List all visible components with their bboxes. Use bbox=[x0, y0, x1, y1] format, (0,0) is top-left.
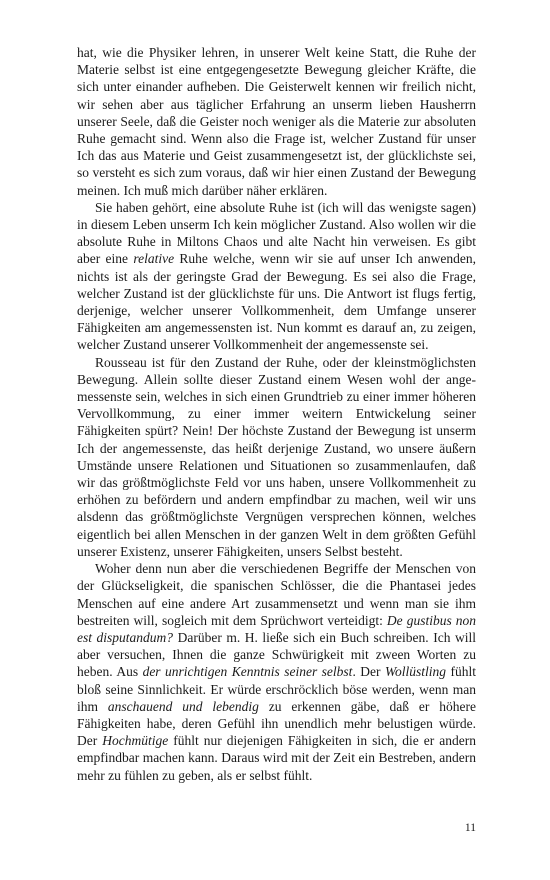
text-segment: Woher denn nun aber die verschiedenen Begriffe der Menschen von der Glückseligkeit, die spanischen Schlösser, die die Phantasei jedes Menschen auf eine andere Art zusammensetzt und wenn man sie ihm bestreiten will, sogleich mit dem Sprüchwort verteidigt: bbox=[77, 561, 476, 628]
paragraph-4 bbox=[77, 560, 476, 784]
paragraph-1 bbox=[77, 44, 476, 199]
emphasis-latin-proverb: De gustibus non est disputandum? bbox=[77, 612, 477, 645]
paragraph-3 bbox=[77, 354, 476, 560]
emphasis-wollustling: Wollüstling bbox=[385, 664, 447, 680]
page-number: 11 bbox=[464, 822, 476, 834]
text-segment: Sie haben gehört, eine absolute Ruhe ist (ich will das wenigste sagen) in diesem Leben unserm Ich kein möglicher Zustand. Also wollen wir die absolute Ruhe in Miltons Chaos und alte Nacht hin verweisen. Es gibt aber eine bbox=[77, 199, 476, 267]
text-segment: fühlt nur diejenigen Fähigkeiten in sich, die er andern empfindbar machen kann. Daraus wird mit der Zeit ein Bestreben, andern mehr zu fühlen zu geben, als er selbst fühlt. bbox=[77, 733, 476, 783]
text-segment: fühlt bloß seine Sinnlichkeit. Er würde erschröcklich böse werden, wenn man ihm bbox=[77, 664, 476, 714]
paragraph-2 bbox=[77, 199, 476, 354]
text-segment: hat, wie die Physiker lehren, in unserer Welt keine Statt, die Ruhe der Materie selbst ist eine entgegengesetzte Bewegung gleicher Kräfte, die sich unter einander aufheben. Die Geisterwelt kennen wir freilich nicht, wir sehen aber aus täglicher Erfahrung an unserm lieben Hausherrn unserer Seele, daß die Geister noch weniger als die Materie zur absoluten Ruhe gemacht sind. Wenn also die Frage ist, welcher Zustand für unser Ich das aus Materie und Geist zusammengesetzt ist, der glücklichste sei, so versteht es sich zum voraus, daß wir hier einen Zustand der Bewegung meinen. Ich muß mich darüber näher erklären. bbox=[77, 45, 476, 198]
document-body bbox=[77, 44, 476, 784]
emphasis-kenntnis: der unrichtigen Kenntnis seiner selbst bbox=[142, 664, 353, 680]
text-segment: Darüber m. H. ließe sich ein Buch schreiben. Ich will aber versuchen, Ihnen die ganze Schwürigkeit mit zween Worten zu heben. Aus bbox=[77, 629, 476, 680]
emphasis-anschauend: anschauend und lebendig bbox=[107, 698, 259, 714]
text-segment: . Der bbox=[352, 664, 385, 680]
text-segment: zu erkennen gäbe, daß er höhere Fähigkeiten habe, deren Gefühl ihn unendlich mehr belustigen würde. Der bbox=[77, 698, 476, 749]
text-segment: Ruhe welche, wenn wir sie auf unser Ich anwenden, nichts ist als der geringste Grad der Bewegung. Es sei also die Frage, welcher Zustand ist der glücklichste für uns. Die Antwort ist flugs fertig, derjenige, welcher unserer Vollkommenheit, dem Umfange unserer Fähigkeiten am angemessensten ist. Nun kommt es darauf an, zu zeigen, welcher Zustand unserer Vollkommenheit der angemessenste sei. bbox=[77, 251, 476, 353]
emphasis-hochmutige: Hochmütige bbox=[102, 733, 169, 749]
text-segment: Rousseau ist für den Zustand der Ruhe, oder der kleinstmöglichsten Bewegung. Allein sollte dieser Zustand einem Wesen wohl der angemessenste sein, welches in sich einen Grundtrieb zu einer immer höheren Vervollkommung, zu einer immer weitern Entwickelung seiner Fähigkeiten spürt? Nein! Der höchste Zustand der Bewegung ist unserm Ich der angemessenste, das heißt derjenige Zustand, wo unsere äußern Umstände unsere Relationen und Situationen so zusammenlaufen, daß wir das größtmöglichste Feld vor uns haben, unsere Vollkommenheit zu erhöhen zu befördern und andern empfindbar zu machen, weil wir uns alsdenn das größtmöglichste Vergnügen versprechen können, welches eigentlich bei allen Menschen in der ganzen Welt in dem größten Gefühl unserer Existenz, unserer Fähigkeiten, unsers Selbst besteht. bbox=[77, 354, 476, 559]
emphasis-relative: relative bbox=[133, 251, 175, 267]
